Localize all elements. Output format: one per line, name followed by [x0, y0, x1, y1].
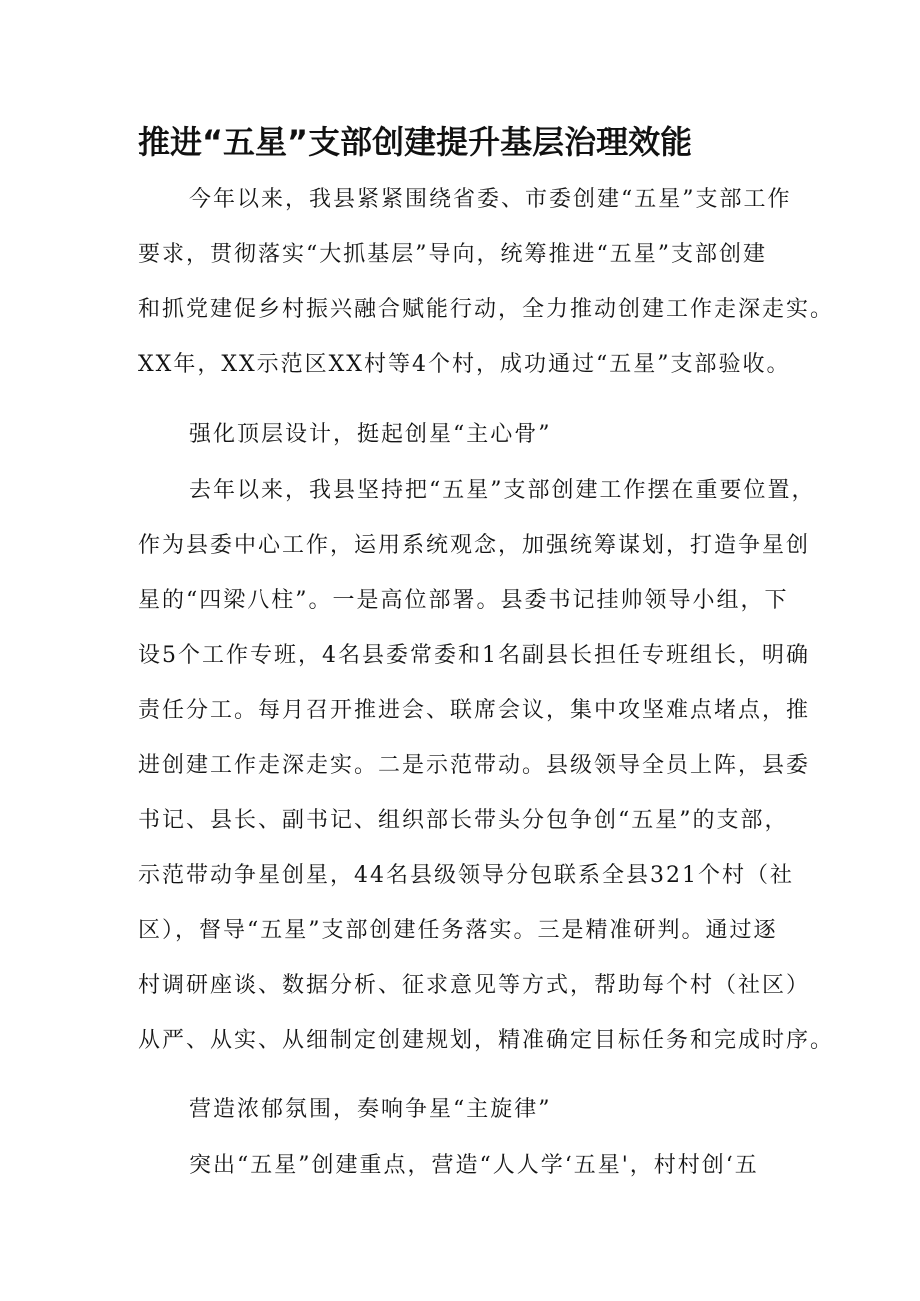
paragraph-line: 设5个工作专班，4名县委常委和1名副县长担任专班组长，明确 [138, 643, 810, 668]
paragraph-line: 星的“四梁八柱”。一是高位部署。县委书记挂帅领导小组，下 [138, 588, 789, 613]
paragraph-line: 区），督导“五星”支部创建任务落实。三是精准研判。通过逐 [138, 918, 778, 943]
paragraph-line: 村调研座谈、数据分析、征求意见等方式，帮助每个村（社区） [138, 973, 811, 998]
paragraph-line: 去年以来，我县坚持把“五星”支部创建工作摆在重要位置， [189, 478, 816, 503]
paragraph-line: 书记、县长、副书记、组织部长带头分包争创“五星”的支部， [138, 808, 789, 833]
document-title: 推进“五星”支部创建提升基层治理效能 [138, 123, 693, 161]
section-heading: 营造浓郁氛围，奏响争星“主旋律” [189, 1097, 552, 1122]
paragraph-line: 从严、从实、从细制定创建规划，精准确定目标任务和完成时序。 [138, 1028, 835, 1053]
section-heading: 强化顶层设计，挺起创星“主心骨” [189, 422, 552, 447]
paragraph-line: 突出“五星”创建重点，营造“人人学‘五星'，村村创‘五 [189, 1153, 759, 1178]
paragraph-line: 作为县委中心工作，运用系统观念，加强统筹谋划，打造争星创 [138, 533, 811, 558]
paragraph-line: 进创建工作走深走实。二是示范带动。县级领导全员上阵，县委 [138, 753, 811, 778]
paragraph-line: 今年以来，我县紧紧围绕省委、市委创建“五星”支部工作 [189, 187, 792, 212]
paragraph-line: XX年，XX示范区XX村等4个村，成功通过“五星”支部验收。 [138, 352, 791, 377]
paragraph-line: 要求，贯彻落实“大抓基层”导向，统筹推进“五星”支部创建 [138, 242, 767, 267]
paragraph-line: 和抓党建促乡村振兴融合赋能行动，全力推动创建工作走深走实。 [138, 297, 835, 322]
paragraph-line: 责任分工。每月召开推进会、联席会议，集中攻坚难点堵点，推 [138, 698, 811, 723]
paragraph-line: 示范带动争星创星，44名县级领导分包联系全县321个村（社 [138, 863, 794, 888]
